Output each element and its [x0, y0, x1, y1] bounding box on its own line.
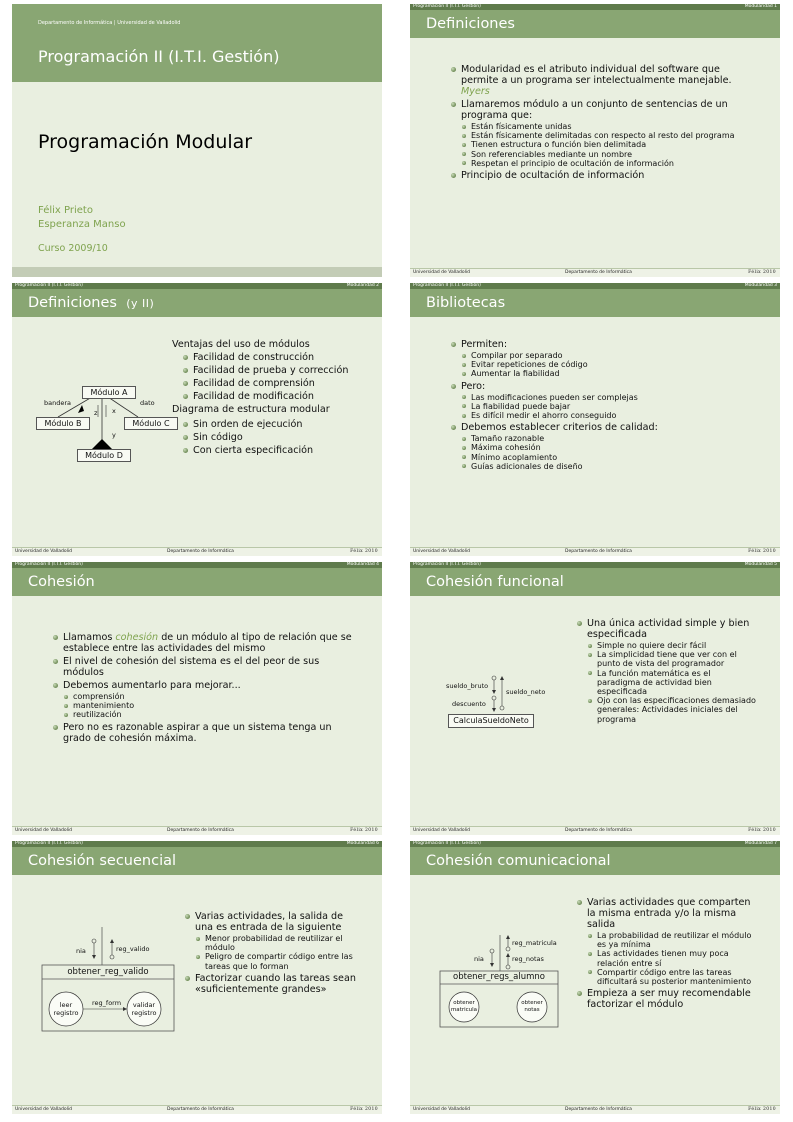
header-course: Programación II (I.T.I. Gestión) — [15, 562, 83, 567]
bullet: Facilidad de construcción — [182, 352, 372, 363]
heading-main: Definiciones — [28, 295, 117, 311]
header-course: Programación II (I.T.I. Gestión) — [413, 283, 481, 288]
header-page: Modularidad 3 — [744, 283, 777, 288]
slide-body — [52, 632, 357, 746]
footer-university: Universidad de Valladolid — [413, 1107, 470, 1112]
module-calcula-sueldo-neto: CalculaSueldoNeto — [448, 714, 534, 728]
bullet — [450, 339, 750, 379]
module-obtener-regs-alumno: obtener_regs_alumno — [453, 972, 545, 982]
bullet-text: Llamaremos módulo a un conjunto de sentencias de un programa que: — [461, 99, 728, 121]
activity-text: registro — [131, 1009, 157, 1017]
slide-footer — [12, 1105, 382, 1114]
slide-footer — [410, 547, 780, 556]
bullet-text: Pero: — [461, 380, 486, 392]
sub-list — [461, 351, 750, 379]
label-descuento: descuento — [452, 700, 486, 708]
bullet: Sin orden de ejecución — [182, 419, 372, 430]
footer-author: Félix 2010 — [350, 549, 378, 554]
sub-bullet: Evitar repeticiones de código — [461, 360, 750, 369]
bullet-text: Una única actividad simple y bien especificada — [587, 618, 750, 640]
header-page: Modularidad 7 — [744, 841, 777, 846]
label-reg-valido: reg_valido — [116, 945, 150, 953]
bullet: Empieza a ser muy recomendable factorizar el módulo — [576, 988, 756, 1010]
bullet — [450, 422, 750, 471]
slide-6 — [12, 841, 382, 1114]
sub-list — [195, 934, 359, 971]
slide-title-bar — [410, 289, 780, 317]
label-reg-notas: reg_notas — [512, 955, 544, 963]
module-a: Módulo A — [82, 386, 136, 399]
sub-bullet: La función matemática es el paradigma de actividad bien especificada — [587, 669, 756, 697]
sub-bullet: Menor probabilidad de reutilizar el módulo — [195, 934, 359, 952]
sub-bullet: Aumentar la fiabilidad — [461, 369, 750, 378]
sub-bullet: reutilización — [63, 710, 357, 719]
slide-title-bar — [410, 10, 780, 38]
slide-7 — [410, 841, 780, 1114]
slide-heading: Cohesión funcional — [426, 574, 564, 590]
slide-body — [172, 339, 372, 458]
slide-2 — [12, 283, 382, 556]
bullet — [576, 897, 756, 986]
activity-text: registro — [53, 1009, 79, 1017]
header-page: Modularidad 5 — [744, 562, 777, 567]
sub-list — [461, 434, 750, 471]
label-nia: nia — [474, 955, 484, 963]
authors — [38, 204, 126, 232]
bullet-text: Debemos aumentarlo para mejorar... — [63, 680, 241, 691]
slide-title-bar — [410, 568, 780, 596]
footer-department: Departamento de Informática — [167, 828, 234, 833]
slide-body — [450, 339, 750, 473]
department-line: Departamento de Informática | Universidad de Valladolid — [38, 20, 181, 26]
slide-heading: Bibliotecas — [426, 295, 506, 311]
module-c: Módulo C — [124, 417, 178, 430]
footer-university: Universidad de Valladolid — [413, 549, 470, 554]
activity-validar-registro — [128, 1001, 160, 1017]
footer-university: Universidad de Valladolid — [15, 828, 72, 833]
slide-title — [12, 4, 382, 277]
term: cohesión — [115, 632, 159, 643]
bullet: Pero no es razonable aspirar a que un sistema tenga un grado de cohesión máxima. — [52, 722, 357, 744]
sub-bullet: Respetan el principio de ocultación de información — [461, 159, 758, 168]
author-1: Félix Prieto — [38, 205, 93, 216]
sub-bullet: comprensión — [63, 692, 357, 701]
section-heading: Ventajas del uso de módulos — [172, 339, 310, 350]
presentation-title: Programación Modular — [38, 131, 253, 153]
label-bandera: bandera — [44, 399, 72, 407]
footer-university: Universidad de Valladolid — [413, 828, 470, 833]
bullet-text: Permiten: — [461, 339, 508, 350]
heading-suffix: (y II) — [126, 297, 155, 310]
slide-footer — [410, 268, 780, 277]
sub-bullet: Compilar por separado — [461, 351, 750, 360]
footer-author: Félix 2010 — [350, 828, 378, 833]
label-z: z — [94, 409, 98, 417]
activity-text: matricula — [450, 1007, 478, 1013]
sub-bullet: Peligro de compartir código entre las tareas que lo forman — [195, 952, 359, 970]
label-y: y — [112, 431, 116, 439]
sequential-diagram — [40, 927, 178, 1037]
label-reg-matricula: reg_matricula — [512, 939, 557, 947]
bullet-text: Llamamos — [63, 632, 113, 643]
sub-list — [587, 931, 756, 986]
communicational-diagram — [438, 935, 568, 1035]
activity-text: obtener — [521, 1000, 543, 1006]
slide-footer — [12, 826, 382, 835]
course-year: Curso 2009/10 — [38, 243, 108, 254]
bullet: Principio de ocultación de información — [450, 170, 758, 181]
header-course: Programación II (I.T.I. Gestión) — [413, 841, 481, 846]
activity-obtener-notas — [516, 1000, 548, 1014]
activity-text: validar — [132, 1001, 156, 1009]
activity-leer-registro — [50, 1001, 82, 1017]
footer-department: Departamento de Informática — [565, 1107, 632, 1112]
citation: Myers — [461, 86, 490, 97]
bullet — [184, 911, 359, 971]
slide-5 — [410, 562, 780, 835]
slide-body — [184, 911, 359, 997]
bullet-text: Modularidad es el atributo individual del software que permite a un programa ser intelectualmente manejable. — [461, 64, 732, 86]
header-page: Modularidad 6 — [346, 841, 379, 846]
header-page: Modularidad 2 — [346, 283, 379, 288]
bullet-text: Varias actividades, la salida de una es entrada de la siguiente — [195, 911, 344, 933]
sub-bullet: Máxima cohesión — [461, 443, 750, 452]
author-2: Esperanza Manso — [38, 219, 126, 230]
footer-department: Departamento de Informática — [167, 1107, 234, 1112]
header-course: Programación II (I.T.I. Gestión) — [413, 4, 481, 9]
bullet: Facilidad de modificación — [182, 391, 372, 402]
activity-text: leer — [59, 1001, 73, 1009]
header-course: Programación II (I.T.I. Gestión) — [413, 562, 481, 567]
header-page: Modularidad 1 — [744, 4, 777, 9]
bullet: Sin código — [182, 432, 372, 443]
sub-bullet: mantenimiento — [63, 701, 357, 710]
sub-bullet: Simple no quiere decir fácil — [587, 641, 756, 650]
sub-bullet: Guías adicionales de diseño — [461, 462, 750, 471]
slide-title-bar — [12, 289, 382, 317]
sub-bullet: La fiabilidad puede bajar — [461, 402, 750, 411]
sub-list — [461, 122, 758, 168]
footer-university: Universidad de Valladolid — [15, 549, 72, 554]
slide-title-bar — [12, 568, 382, 596]
bullet: Factorizar cuando las tareas sean «suficientemente grandes» — [184, 973, 359, 995]
slide-1 — [410, 4, 780, 277]
sub-bullet: Tamaño razonable — [461, 434, 750, 443]
sub-bullet: Las actividades tienen muy poca relación entre sí — [587, 949, 756, 967]
footer-university: Universidad de Valladolid — [15, 1107, 72, 1112]
slide-footer — [410, 826, 780, 835]
header-course: Programación II (I.T.I. Gestión) — [15, 841, 83, 846]
activity-text: notas — [524, 1007, 540, 1013]
bullet — [450, 64, 758, 97]
footer-author: Félix 2010 — [748, 1107, 776, 1112]
diagram-lines — [40, 927, 178, 1037]
bullet: El nivel de cohesión del sistema es el del peor de sus módulos — [52, 656, 357, 678]
activity-obtener-matricula — [448, 1000, 480, 1014]
sub-bullet: Compartir código entre las tareas dificultará su posterior mantenimiento — [587, 968, 756, 986]
slide-heading: Cohesión — [28, 574, 95, 590]
footer-university: Universidad de Valladolid — [413, 270, 470, 275]
slide-body — [576, 618, 756, 726]
bullet — [52, 632, 357, 654]
structure-diagram — [12, 373, 172, 473]
footer-department: Departamento de Informática — [565, 270, 632, 275]
diagram-lines — [438, 935, 568, 1035]
title-footer-bar — [12, 267, 382, 277]
slide-footer — [12, 547, 382, 556]
bullet — [450, 99, 758, 168]
slide-4 — [12, 562, 382, 835]
label-reg-form: reg_form — [92, 999, 122, 1007]
header-page: Modularidad 4 — [346, 562, 379, 567]
sub-bullet: Ojo con las especificaciones demasiado generales: Actividades iniciales del programa — [587, 696, 756, 724]
footer-author: Félix 2010 — [350, 1107, 378, 1112]
module-obtener-reg-valido: obtener_reg_valido — [67, 967, 149, 977]
bullet-text: de un módulo al tipo de relación que se establece entre las actividades del mismo — [63, 632, 352, 654]
sub-bullet: Las modificaciones pueden ser complejas — [461, 393, 750, 402]
slide-body — [450, 64, 758, 183]
label-nia: nia — [76, 947, 86, 955]
bullet: Con cierta especificación — [182, 445, 372, 456]
sub-bullet: Tienen estructura o función bien delimitada — [461, 140, 758, 149]
slide-heading — [28, 293, 154, 314]
sub-bullet: Son referenciables mediante un nombre — [461, 150, 758, 159]
course-name: Programación II (I.T.I. Gestión) — [38, 47, 280, 66]
bullet-text: Varias actividades que comparten la misma entrada y/o la misma salida — [587, 897, 751, 930]
sub-bullet: La simplicidad tiene que ver con el punto de vista del programador — [587, 650, 756, 668]
slide-footer — [410, 1105, 780, 1114]
label-sueldo-bruto: sueldo_bruto — [446, 682, 489, 690]
footer-department: Departamento de Informática — [565, 549, 632, 554]
activity-text: obtener — [453, 1000, 475, 1006]
slide-title-bar — [12, 847, 382, 875]
functional-diagram — [438, 672, 568, 732]
sub-list — [461, 393, 750, 421]
sub-list — [587, 641, 756, 724]
label-sueldo-neto: sueldo_neto — [506, 688, 546, 696]
bullet — [450, 381, 750, 421]
slide-body — [576, 897, 756, 1012]
footer-author: Félix 2010 — [748, 549, 776, 554]
module-b: Módulo B — [36, 417, 90, 430]
footer-author: Félix 2010 — [748, 270, 776, 275]
slide-heading: Cohesión comunicacional — [426, 853, 611, 869]
slide-heading: Cohesión secuencial — [28, 853, 177, 869]
module-d: Módulo D — [77, 449, 131, 462]
label-dato: dato — [140, 399, 155, 407]
title-banner — [12, 4, 382, 82]
footer-department: Departamento de Informática — [167, 549, 234, 554]
section-heading: Diagrama de estructura modular — [172, 404, 330, 415]
sub-bullet: Están físicamente unidas — [461, 122, 758, 131]
sub-list — [63, 692, 357, 720]
slide-title-bar — [410, 847, 780, 875]
label-x: x — [112, 407, 116, 415]
footer-author: Félix 2010 — [748, 828, 776, 833]
sub-bullet: La probabilidad de reutilizar el módulo es ya mínima — [587, 931, 756, 949]
slide-3 — [410, 283, 780, 556]
bullet: Facilidad de prueba y corrección — [182, 365, 372, 376]
footer-department: Departamento de Informática — [565, 828, 632, 833]
sub-bullet: Mínimo acoplamiento — [461, 453, 750, 462]
bullet — [52, 680, 357, 720]
header-course: Programación II (I.T.I. Gestión) — [15, 283, 83, 288]
bullet-text: Debemos establecer criterios de calidad: — [461, 422, 658, 434]
sub-bullet: Es difícil medir el ahorro conseguido — [461, 411, 750, 420]
bullet — [576, 618, 756, 724]
bullet: Facilidad de comprensión — [182, 378, 372, 389]
slide-heading: Definiciones — [426, 16, 515, 32]
sub-bullet: Están físicamente delimitadas con respecto al resto del programa — [461, 131, 758, 140]
